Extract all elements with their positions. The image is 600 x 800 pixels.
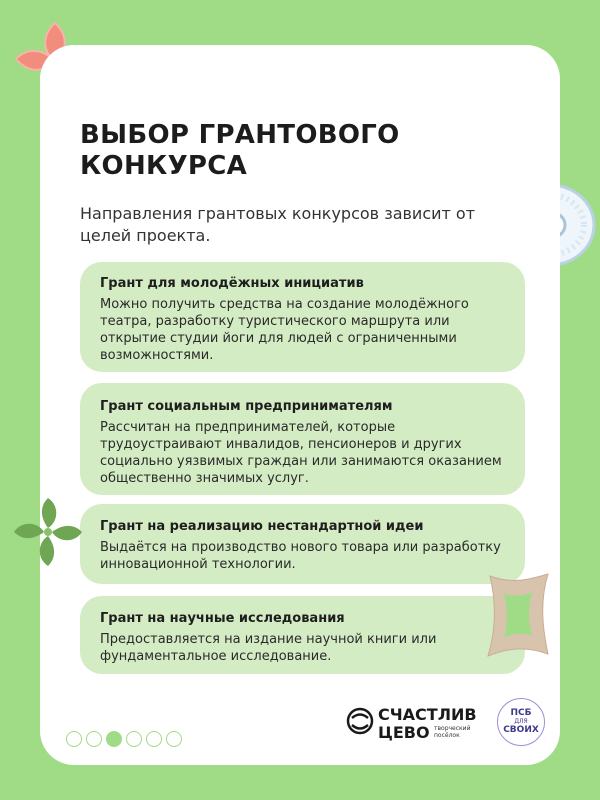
grant-description: Выдаётся на производство нового товара или разработку инновационной технологии.	[100, 540, 501, 572]
grant-heading: Грант для молодёжных инициатив	[100, 276, 364, 291]
beige-frame-decoration-icon	[482, 570, 554, 660]
grant-card-idea	[80, 504, 525, 584]
grant-description: Предоставляется на издание научной книги или фундаментальное исследование.	[100, 632, 437, 664]
pagination-dots	[66, 731, 182, 747]
grant-heading: Грант на реализацию нестандартной идеи	[100, 519, 424, 534]
pagination-dot[interactable]	[166, 731, 182, 747]
pagination-dot[interactable]	[146, 731, 162, 747]
grant-card-social	[80, 383, 525, 495]
grant-description: Рассчитан на предпринимателей, которые трудоустраивают инвалидов, пенсионеров и других социально уязвимых граждан или занимаются оказанием общественно значимых услуг.	[100, 420, 502, 486]
grant-card-youth	[80, 262, 525, 372]
logo-mark-icon	[346, 706, 374, 736]
psb-partner-badge	[497, 698, 545, 746]
grant-description: Можно получить средства на создание молодёжного театра, разработку туристического маршрута или открытие студии йоги для людей с ограниченными возможностями.	[100, 297, 469, 363]
pagination-dot-active[interactable]	[106, 731, 122, 747]
grant-card-research	[80, 596, 525, 674]
green-flower-decoration-icon	[8, 492, 88, 572]
grant-heading: Грант на научные исследования	[100, 611, 345, 626]
logo-tagline: творческий посёлок	[434, 725, 471, 739]
pagination-dot[interactable]	[86, 731, 102, 747]
psb-badge-line2: ДЛЯ	[514, 718, 528, 725]
psb-badge-line3: СВОИХ	[503, 725, 539, 735]
pagination-dot[interactable]	[126, 731, 142, 747]
logo-text-line1: СЧАСТЛИВ	[378, 705, 477, 724]
page-subtitle: Направления грантовых конкурсов зависит от целей проекта.	[80, 204, 476, 245]
logo-text-line2: ЦЕВО	[378, 723, 430, 742]
page-title: ВЫБОР ГРАНТОВОГО КОНКУРСА	[80, 120, 400, 181]
grant-heading: Грант социальным предпринимателям	[100, 399, 393, 414]
pagination-dot[interactable]	[66, 731, 82, 747]
psb-badge-line1: ПСБ	[510, 708, 532, 718]
schastlivtsevo-logo	[346, 704, 476, 744]
